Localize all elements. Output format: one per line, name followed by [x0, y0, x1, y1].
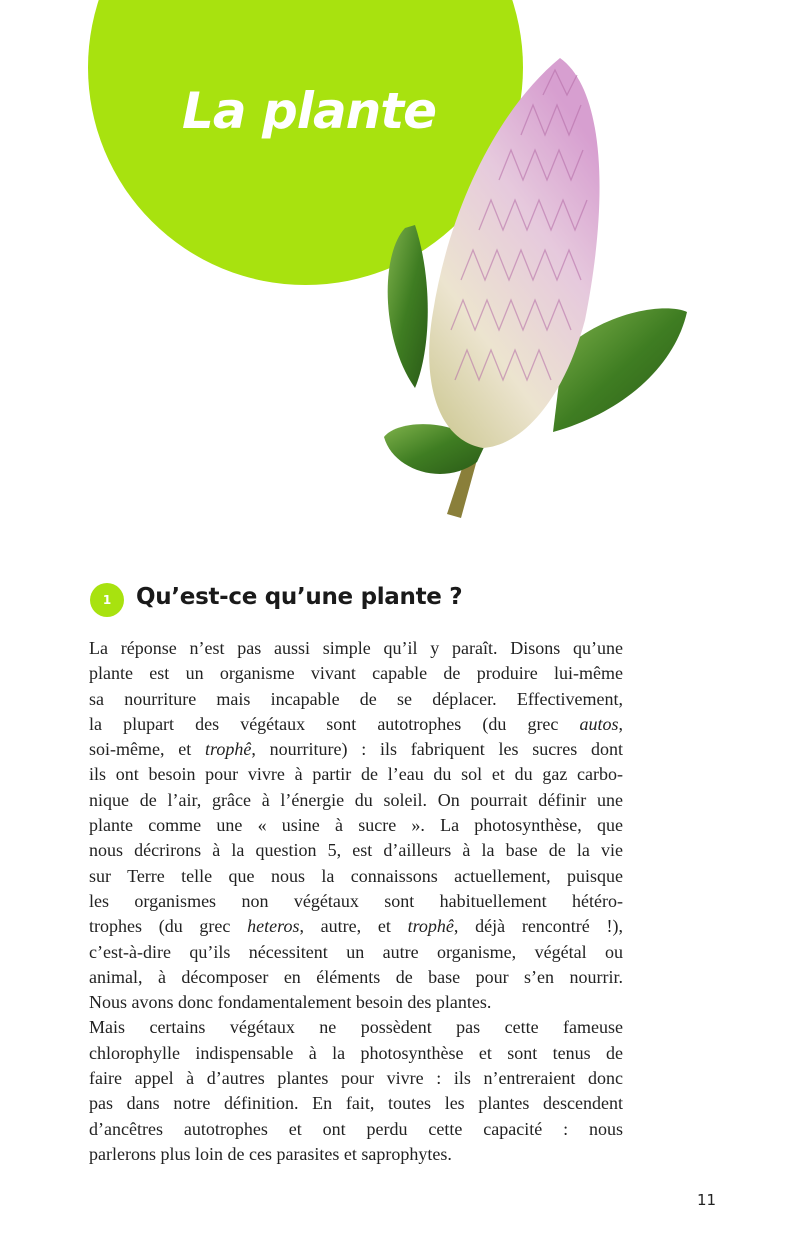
body-line [89, 940, 623, 965]
italic-term: trophê [407, 916, 454, 937]
body-line [89, 838, 623, 863]
body-text-run: Mais certains végétaux ne possèdent pas cette fameuse [89, 1017, 623, 1038]
body-line [89, 687, 623, 712]
body-text-run: nique de l’air, grâce à l’énergie du soleil. On pourrait définir une [89, 789, 623, 810]
body-line [89, 1142, 623, 1167]
body-text-run: , déjà rencontré !), [453, 916, 623, 937]
protea-flower-image [375, 50, 695, 520]
body-text-run: Nous avons donc fondamentalement besoin des plantes. [89, 992, 492, 1013]
body-text-run: , [618, 713, 623, 734]
body-text-run: , autre, et [299, 916, 408, 937]
body-text-run: d’ancêtres autotrophes et ont perdu cette capacité : nous [89, 1118, 623, 1139]
body-line [89, 813, 623, 838]
body-text-run: La réponse n’est pas aussi simple qu’il y paraît. Disons qu’une [89, 638, 623, 658]
page-number: 11 [697, 1191, 717, 1209]
body-line [89, 965, 623, 990]
body-line [89, 737, 623, 762]
body-line [89, 1015, 623, 1040]
body-text-run: sa nourriture mais incapable de se déplacer. Effectivement, [89, 688, 623, 709]
question-number-badge: 1 [90, 583, 124, 617]
body-text-run: pas dans notre définition. En fait, toutes les plantes descendent [89, 1093, 623, 1114]
body-paragraphs [89, 636, 623, 1167]
body-text-run: plante est un organisme vivant capable de produire lui-même [89, 663, 623, 684]
body-text-run: c’est-à-dire qu’ils nécessitent un autre organisme, végétal ou [89, 941, 623, 962]
body-text-run: plante comme une « usine à sucre ». La photosynthèse, que [89, 815, 623, 836]
question-heading: Qu’est-ce qu’une plante ? [136, 584, 463, 610]
body-line [89, 990, 623, 1015]
body-text-run: chlorophylle indispensable à la photosynthèse et sont tenus de [89, 1042, 623, 1063]
body-text-run: la plupart des végétaux sont autotrophes (du grec [89, 713, 580, 734]
italic-term: trophê [204, 739, 252, 760]
body-text-run: faire appel à d’autres plantes pour vivre : ils n’entreraient donc [89, 1068, 623, 1089]
body-line [89, 712, 623, 737]
italic-term: autos [579, 713, 619, 734]
body-text-run: nous décrirons à la question 5, est d’ailleurs à la base de la vie [89, 840, 623, 861]
body-text-run: soi-même, et [89, 739, 205, 760]
body-line [89, 889, 623, 914]
body-line [89, 636, 623, 661]
body-text-run: parlerons plus loin de ces parasites et saprophytes. [89, 1143, 452, 1164]
body-line [89, 762, 623, 787]
body-line [89, 1117, 623, 1142]
body-line [89, 914, 623, 939]
body-line [89, 661, 623, 686]
body-text-run: les organismes non végétaux sont habituellement hétéro- [89, 890, 623, 911]
body-text-run: , nourriture) : ils fabriquent les sucres dont [251, 739, 623, 760]
chapter-title: La plante [182, 82, 437, 140]
body-line [89, 864, 623, 889]
italic-term: heteros [247, 916, 300, 937]
body-line [89, 1066, 623, 1091]
body-line [89, 788, 623, 813]
body-text-run: trophes (du grec [89, 916, 248, 937]
body-text-run: animal, à décomposer en éléments de base pour s’en nourrir. [89, 966, 623, 987]
body-text-run: sur Terre telle que nous la connaissons actuellement, puisque [89, 865, 623, 886]
body-line [89, 1091, 623, 1116]
body-line [89, 1041, 623, 1066]
body-text-run: ils ont besoin pour vivre à partir de l’eau du sol et du gaz carbo- [89, 764, 623, 785]
